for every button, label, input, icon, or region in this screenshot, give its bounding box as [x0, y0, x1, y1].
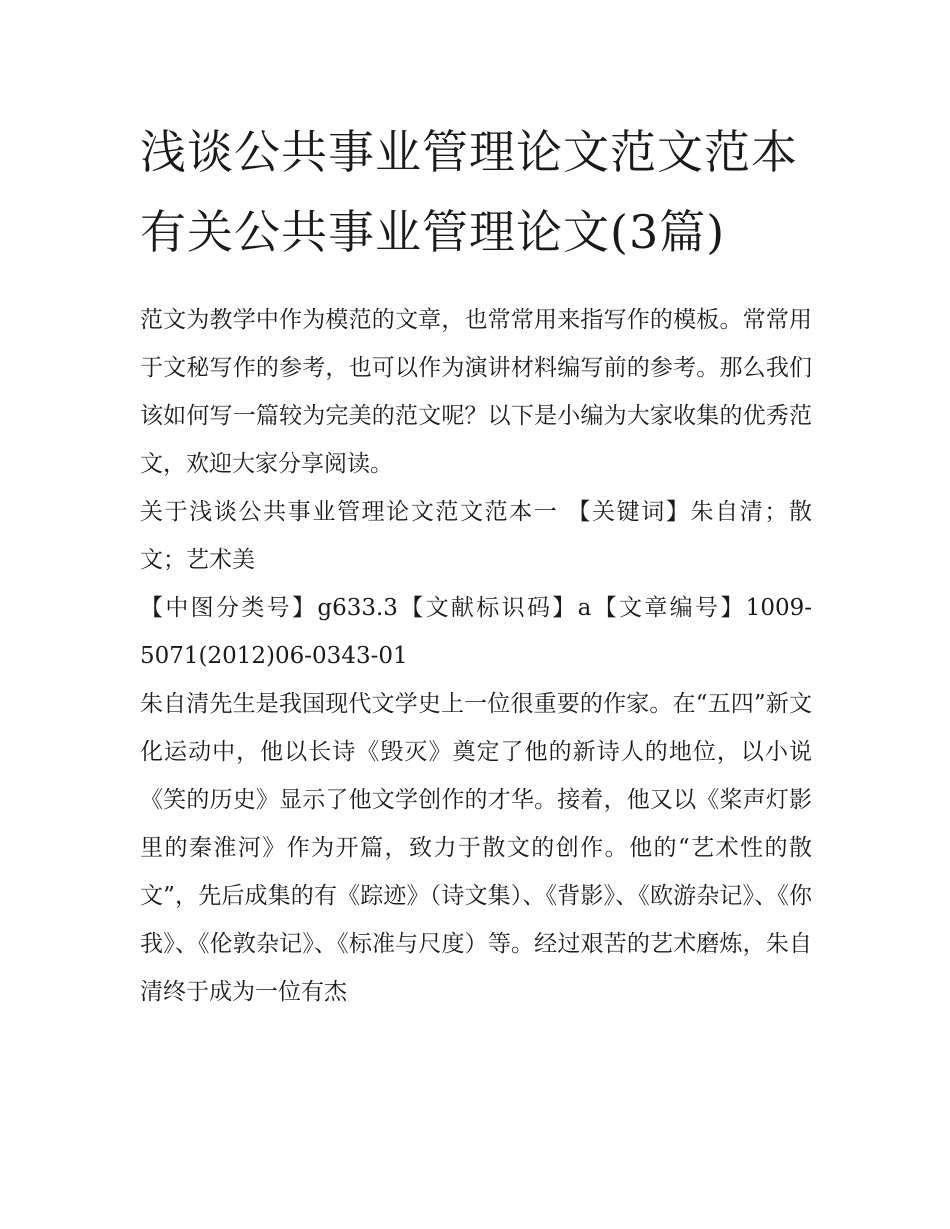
body-paragraph: 朱自清先生是我国现代文学史上一位很重要的作家。在“五四”新文化运动中，他以长诗《毁灭》奠定了他的新诗人的地位，以小说《笑的历史》显示了他文学创作的才华。接着，他又以《桨声灯影里的秦淮河》作为开篇，致力于散文的创作。他的“艺术性的散文”，先后成集的有《踪迹》（诗文集）、《背影》、《欧游杂记》、《你我》、《伦敦杂记》、《标准与尺度）等。经过艰苦的艺术磨炼，朱自清终于成为一位有杰	[140, 691, 812, 1005]
document-title: 浅谈公共事业管理论文范文范本 有关公共事业管理论文(3篇)	[140, 125, 798, 259]
document-page	[140, 112, 812, 1016]
keywords-paragraph: 关于浅谈公共事业管理论文范文范本一 【关键词】朱自清；散文；艺术美	[140, 499, 812, 573]
document-body	[140, 296, 812, 1016]
intro-paragraph: 范文为教学中作为模范的文章，也常常用来指写作的模板。常常用于文秘写作的参考，也可以作为演讲材料编写前的参考。那么我们该如何写一篇较为完美的范文呢？以下是小编为大家收集的优秀范文，欢迎大家分享阅读。	[140, 307, 812, 477]
classification-paragraph: 【中图分类号】g633.3【文献标识码】a【文章编号】1009-5071(2012)06-0343-01	[140, 595, 812, 669]
